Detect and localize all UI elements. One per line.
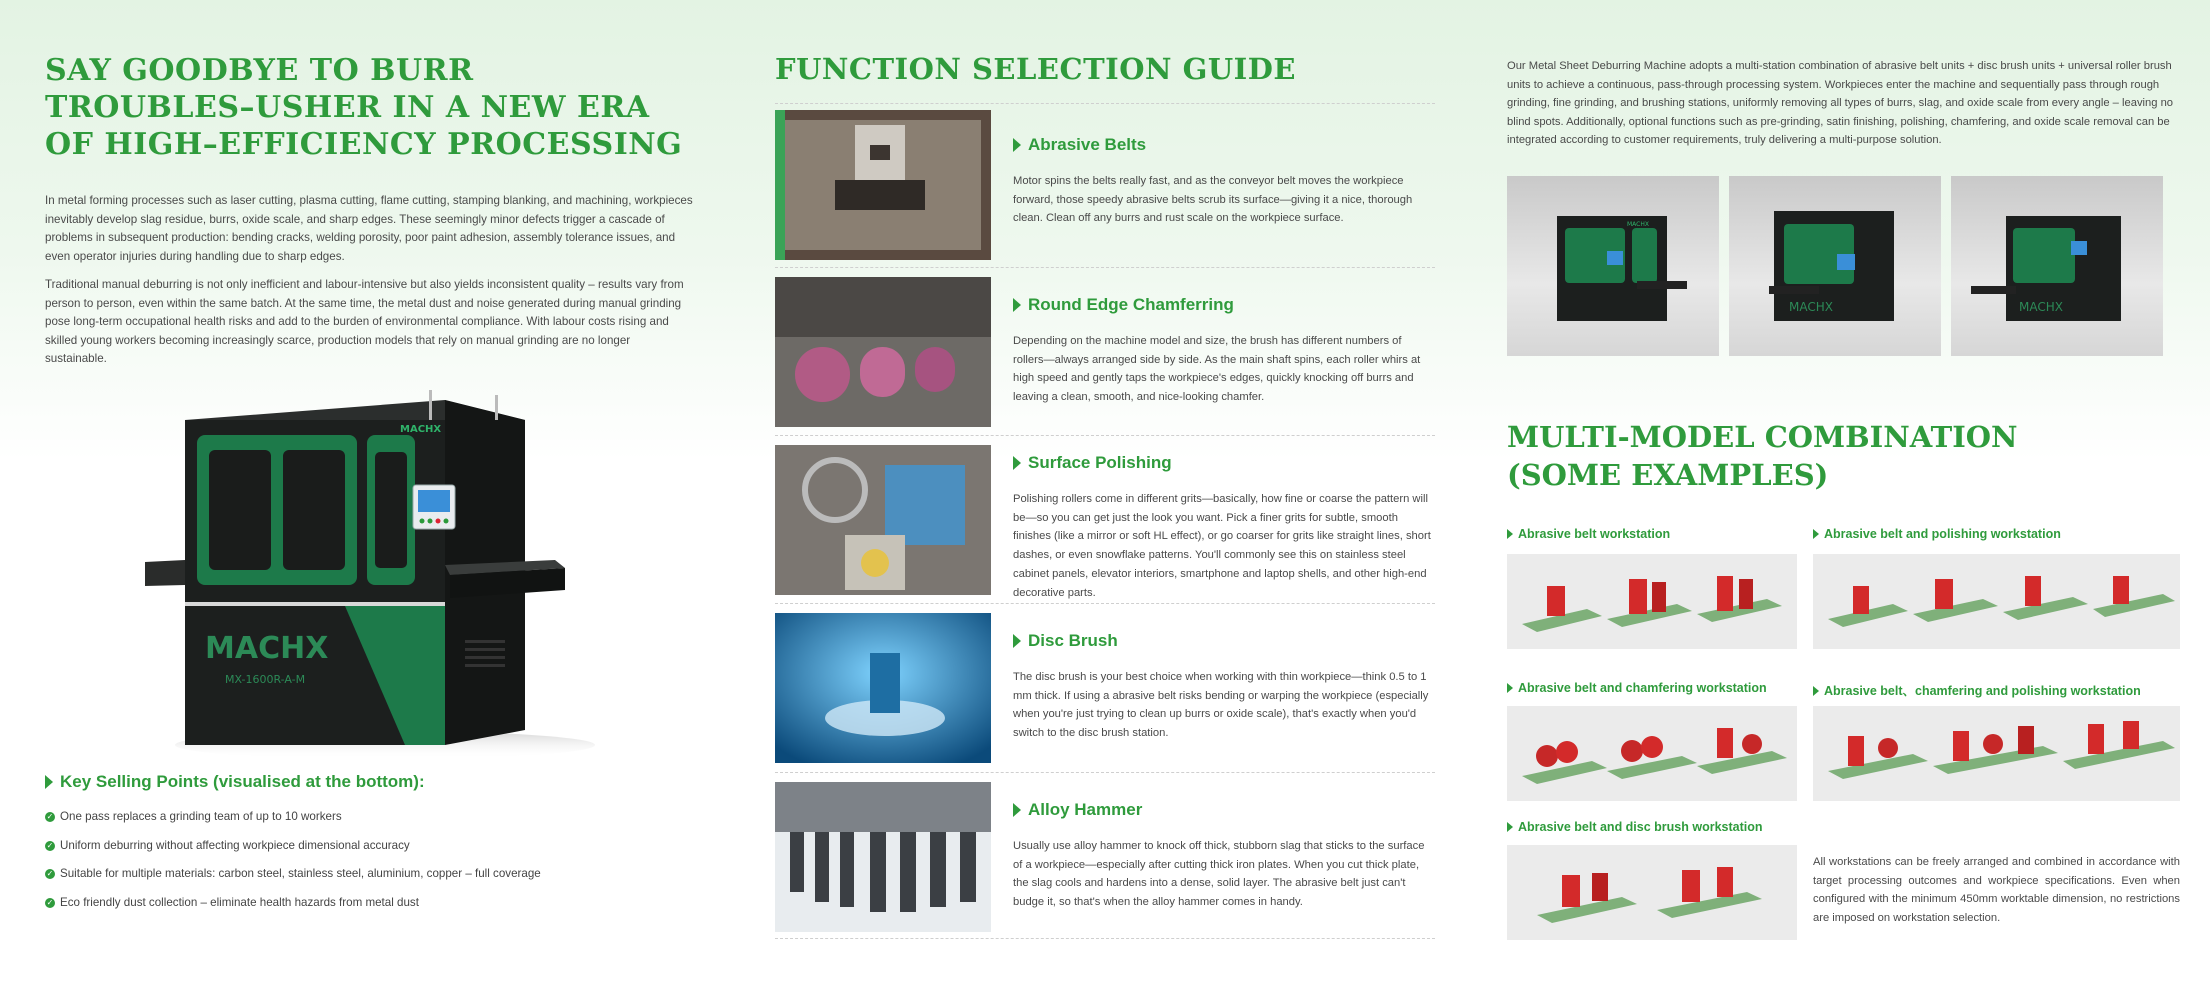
function-item-round-edge-chamferring <box>775 277 1435 427</box>
list-item <box>45 867 541 896</box>
list-item <box>45 810 541 839</box>
workstation-label-text: Abrasive belt、chamfering and polishing workstation <box>1824 684 2141 698</box>
chevron-right-icon <box>45 775 53 789</box>
function-item-abrasive-belts <box>775 110 1435 260</box>
list-item-text: Eco friendly dust collection – eliminate health hazards from metal dust <box>60 896 419 910</box>
key-selling-title <box>45 772 425 792</box>
combination-column <box>1507 0 2180 1000</box>
function-heading-text: Surface Polishing <box>1028 453 1172 472</box>
abrasive-belts-photo <box>775 110 991 260</box>
chevron-right-icon <box>1013 138 1021 152</box>
workstation-label <box>1507 527 1670 541</box>
workstation-label-text: Abrasive belt and chamfering workstation <box>1518 681 1767 695</box>
intro-paragraph-1: In metal forming processes such as laser cutting, plasma cutting, flame cutting, stamping blanking, and machining, workpieces inevitably develop slag residue, burrs, oxide scale, and sharp edges. These seemingly minor defects trigger a cascade of problems in subsequent production: bending cracks, welding porosity, poor paint adhesion, assembly tolerance issues, and even operator injuries during handling due to sharp edges. <box>45 194 693 263</box>
function-heading-text: Abrasive Belts <box>1028 135 1147 154</box>
divider <box>775 103 1435 104</box>
chevron-right-icon <box>1013 456 1021 470</box>
workstation-illustration-belt-chamfering-polishing <box>1813 706 2180 801</box>
multi-model-title <box>1507 418 2018 494</box>
function-heading-text: Round Edge Chamferring <box>1028 295 1234 314</box>
guide-title: FUNCTION SELECTION GUIDE <box>775 52 1296 86</box>
chevron-right-icon <box>1507 822 1513 832</box>
intro-paragraph-2: Traditional manual deburring is not only inefficient and labour-intensive but also yields inconsistent quality – results vary from person to person, even within the same batch. At the same time, the metal dust and noise generated during manual grinding pose long-term occupational health risks and add to the burden of environmental compliance. With labour costs rising and skilled young workers becoming increasingly scarce, production models that rely on manual grinding are no longer sustainable. <box>45 278 684 365</box>
photo-brand: MACHX <box>1789 300 1833 314</box>
divider <box>775 938 1435 939</box>
machine-photo-3 <box>1951 176 2163 356</box>
title-line: OF HIGH–EFFICIENCY PROCESSING <box>45 127 683 162</box>
function-description: Motor spins the belts really fast, and as the conveyor belt moves the workpiece forward, those speedy abrasive belts scrub its surface—giving it a nice, thorough clean. Clean off any burrs and rust scale on the workpiece surface. <box>1013 175 1413 225</box>
key-selling-title-text: Key Selling Points (visualised at the bottom): <box>60 772 425 791</box>
function-guide-column <box>775 0 1435 1000</box>
machine-logo: MACHX <box>400 424 442 435</box>
function-heading <box>1013 800 1142 820</box>
closing-paragraph: All workstations can be freely arranged and combined in accordance with target processing outcomes and workpiece specifications. Even when configured with the minimum 450mm worktable dimension, no restrictions are imposed on workstation selection. <box>1813 856 2180 924</box>
list-item-text: Uniform deburring without affecting workpiece dimensional accuracy <box>60 838 410 852</box>
function-heading-text: Alloy Hammer <box>1028 800 1143 819</box>
workstation-label <box>1507 681 1767 695</box>
title-line: (SOME EXAMPLES) <box>1507 458 1829 492</box>
chevron-right-icon <box>1507 529 1513 539</box>
workstation-label <box>1813 527 2061 541</box>
workstation-illustration-belt-disc-brush <box>1507 845 1797 940</box>
divider <box>775 603 1435 604</box>
list-item <box>45 896 541 925</box>
check-circle-icon: ✓ <box>46 869 54 879</box>
machine-brand: MACHX <box>205 631 329 666</box>
function-item-surface-polishing <box>775 445 1435 599</box>
machine-photo-1 <box>1507 176 1719 356</box>
key-selling-list <box>45 810 541 925</box>
chevron-right-icon <box>1013 634 1021 648</box>
page-title <box>45 52 682 163</box>
chevron-right-icon <box>1013 803 1021 817</box>
list-item-text: One pass replaces a grinding team of up to 10 workers <box>60 810 342 823</box>
chevron-right-icon <box>1813 529 1819 539</box>
system-intro-paragraph: Our Metal Sheet Deburring Machine adopts a multi-station combination of abrasive belt units + disc brush units + universal roller brush units to achieve a continuous, pass-through processing system. Workpieces enter the machine and sequentially pass through rough grinding, fine grinding, and brushing stations, uniformly removing all types of burrs, slag, and oxide scale from every angle – leaving no blind spots. Additionally, optional functions such as pre-grinding, satin finishing, polishing, chamfering, and oxide scale removal can be integrated according to customer requirements, truly delivering a multi-purpose solution. <box>1507 60 2174 147</box>
divider <box>775 772 1435 773</box>
title-line: SAY GOODBYE TO BURR <box>45 53 474 88</box>
function-heading <box>1013 631 1118 651</box>
function-heading <box>1013 295 1234 315</box>
function-description: Usually use alloy hammer to knock off thick, stubborn slag that sticks to the surface of a workpiece—especially after cutting thick iron plates. When you cut thick plate, the slag cools and hardens into a dense, solid layer. The abrasive belt just can't budge it, so that's when the alloy hammer comes in handy. <box>1013 840 1425 909</box>
divider <box>775 267 1435 268</box>
list-item <box>45 839 541 868</box>
alloy-hammer-photo <box>775 782 991 932</box>
function-item-alloy-hammer <box>775 782 1435 932</box>
list-item-text: Suitable for multiple materials: carbon steel, stainless steel, aluminium, copper – full coverage <box>60 867 541 881</box>
workstation-illustration-belt-polishing <box>1813 554 2180 649</box>
workstation-illustration-abrasive-belt <box>1507 554 1797 649</box>
function-heading <box>1013 453 1172 473</box>
check-circle-icon: ✓ <box>46 812 54 821</box>
workstation-label-text: Abrasive belt workstation <box>1518 527 1671 541</box>
check-circle-icon: ✓ <box>46 898 54 908</box>
divider <box>775 435 1435 436</box>
workstation-label <box>1813 681 2141 699</box>
workstation-label-text: Abrasive belt and polishing workstation <box>1824 527 2061 541</box>
machine-model: MX-1600R-A-M <box>225 673 306 686</box>
title-line: MULTI-MODEL COMBINATION <box>1507 420 2018 454</box>
workstation-label <box>1507 820 1763 834</box>
workstation-illustration-belt-chamfering <box>1507 706 1797 801</box>
intro-column <box>45 0 695 1000</box>
function-description: The disc brush is your best choice when working with thin workpiece—think 0.5 to 1 mm thick. If using a abrasive belt risks bending or warping the workpiece (especially when you're just trying to clean up burrs or oxide scale), that's exactly when you'd switch to the disc brush station. <box>1013 671 1429 740</box>
function-heading-text: Disc Brush <box>1028 631 1118 650</box>
chevron-right-icon <box>1013 298 1021 312</box>
surface-polishing-photo <box>775 445 991 595</box>
workstation-label-text: Abrasive belt and disc brush workstation <box>1518 820 1763 834</box>
photo-brand: MACHX <box>1627 221 1649 228</box>
chevron-right-icon <box>1813 686 1819 696</box>
function-item-disc-brush <box>775 613 1435 763</box>
function-heading <box>1013 135 1146 155</box>
machine-illustration <box>145 390 635 760</box>
title-line: TROUBLES–USHER IN A NEW ERA <box>45 90 650 125</box>
function-description: Polishing rollers come in different grits—basically, how fine or coarse the pattern will be—so you can get just the look you want. Pick a finer grits for subtle, smooth finishes (like a mirror or soft HL effect), or go coarser for grits like straight lines, short dashes, or even snowflake patterns. You'll commonly see this on stainless steel cabinet panels, elevator interiors, smartphone and laptop shells, and other high-end decorative parts. <box>1013 493 1431 599</box>
chevron-right-icon <box>1507 683 1513 693</box>
photo-brand: MACHX <box>2019 300 2063 314</box>
round-edge-chamferring-photo <box>775 277 991 427</box>
function-description: Depending on the machine model and size, the brush has different numbers of rollers—always arranged side by side. As the main shaft spins, each roller whirs at high speed and gently taps the workpiece's edges, quickly knocking off burrs and leaving a clean, smooth, and nice-looking chamfer. <box>1013 335 1421 404</box>
check-circle-icon: ✓ <box>46 840 54 850</box>
disc-brush-photo <box>775 613 991 763</box>
machine-photo-2 <box>1729 176 1941 356</box>
